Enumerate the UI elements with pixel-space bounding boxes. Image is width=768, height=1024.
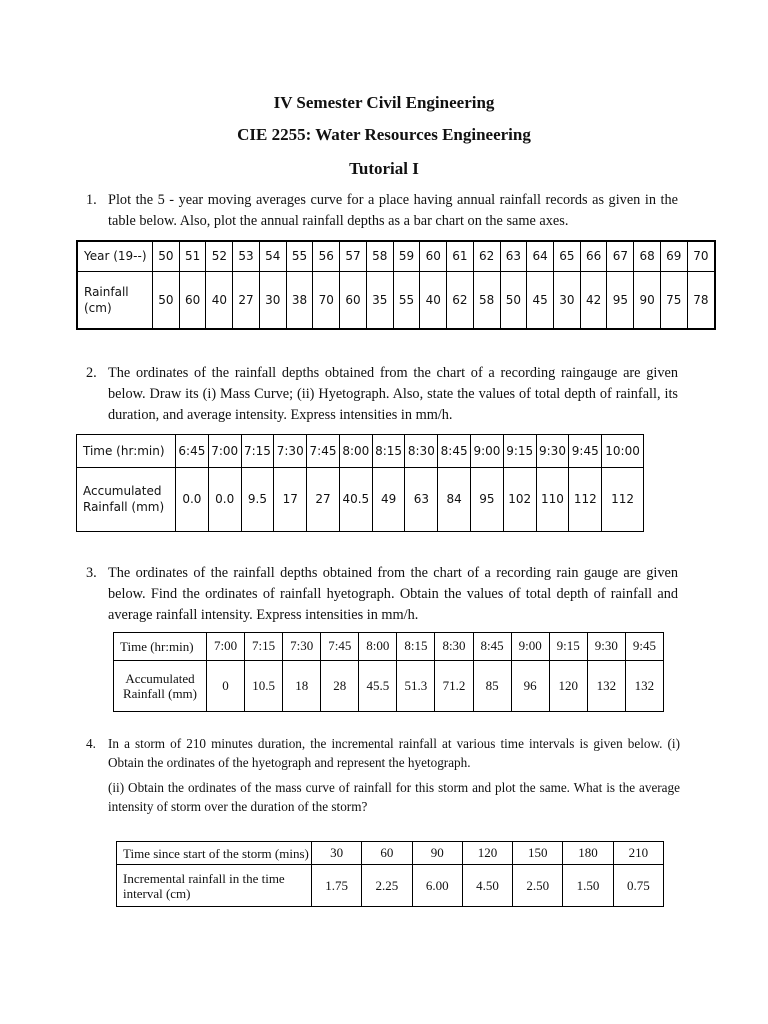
table-3-cell: 8:45 [473,633,511,661]
table-1-cell: 55 [286,241,313,271]
table-3-label-rainfall: Accumulated Rainfall (mm) [114,660,207,711]
table-4-cell: 150 [513,842,563,865]
question-2-text: The ordinates of the rainfall depths obtained from the chart of a recording raingauge are given below. Draw its (i) Mass Curve; (ii) Hyetograph. Also, state the values of total depth of rainfall, its duration, and average intensity. Express intensities in mm/h. [108,365,678,423]
table-4-label-time: Time since start of the storm (mins) [117,842,312,865]
table-1-cell: 55 [393,271,420,329]
table-2-cell: 112 [602,467,644,531]
table-2-cell: 102 [503,467,536,531]
table-1-cell: 54 [259,241,286,271]
table-1-cell: 70 [687,241,715,271]
table-3-cell: 96 [511,660,549,711]
table-3-cell: 85 [473,660,511,711]
table-3-row-rainfall [114,660,664,711]
table-4-label-rainfall: Incremental rainfall in the time interval (cm) [117,865,312,907]
table-3-cell: 132 [587,660,625,711]
question-3 [86,563,678,626]
table-2-cell: 17 [274,467,307,531]
table-1-cell: 62 [473,241,500,271]
table-1-cell: 30 [554,271,581,329]
question-4-text: In a storm of 210 minutes duration, the incremental rainfall at various time intervals is given below. (i) Obtain the ordinates of the hyetograph and represent the hyetograph. [108,736,680,770]
table-1-cell: 62 [447,271,474,329]
table-1-cell: 40 [206,271,233,329]
table-2-cell: 63 [405,467,438,531]
table-4-cell: 180 [563,842,613,865]
question-4-number: 4. [86,736,96,751]
table-3-cell: 8:15 [397,633,435,661]
table-2-cell: 84 [438,467,471,531]
table-1-cell: 53 [233,241,260,271]
table-1-cell: 61 [447,241,474,271]
table-3-cell: 51.3 [397,660,435,711]
table-2-cell: 9:30 [536,435,569,468]
table-4-storm-rainfall [116,841,664,907]
table-4-cell: 2.50 [513,865,563,907]
table-2-cell: 95 [471,467,504,531]
table-4-cell: 2.25 [362,865,412,907]
table-4-cell: 4.50 [462,865,512,907]
heading-semester: IV Semester Civil Engineering [273,93,495,112]
table-2-cell: 27 [307,467,340,531]
table-1-cell: 78 [687,271,715,329]
table-3-cell: 71.2 [435,660,473,711]
table-4-cell: 210 [613,842,663,865]
table-4-cell: 1.75 [312,865,362,907]
table-1-cell: 63 [500,241,527,271]
table-1-cell: 58 [366,241,393,271]
table-3-cell: 9:30 [587,633,625,661]
table-4-cell: 0.75 [613,865,663,907]
table-3-cell: 28 [321,660,359,711]
table-1-cell: 68 [634,241,661,271]
table-2-label-rainfall: Accumulated Rainfall (mm) [77,467,176,531]
table-3-cell: 0 [207,660,245,711]
table-3-cell: 7:15 [245,633,283,661]
table-2-label-time: Time (hr:min) [77,435,176,468]
table-2-cell: 6:45 [176,435,209,468]
table-4-cell: 6.00 [412,865,462,907]
question-1 [86,190,678,232]
question-2 [86,363,678,426]
table-1-cell: 27 [233,271,260,329]
question-4 [86,734,680,772]
table-2-row-time [77,435,644,468]
table-4-row-rainfall [117,865,664,907]
table-3-cell: 45.5 [359,660,397,711]
table-3-label-time: Time (hr:min) [114,633,207,661]
table-2-cell: 7:45 [307,435,340,468]
table-1-cell: 50 [153,271,180,329]
table-4-cell: 120 [462,842,512,865]
table-2-cell: 7:15 [241,435,274,468]
question-4-text-2: (ii) Obtain the ordinates of the mass curve of rainfall for this storm and plot the same. What is the average intensity of storm over the duration of the storm? [108,780,680,814]
table-2-cell: 40.5 [339,467,372,531]
table-3-time-rainfall [113,632,664,712]
table-4-row-time [117,842,664,865]
table-2-cell: 9.5 [241,467,274,531]
question-1-number: 1. [86,192,97,208]
table-2-cell: 9:45 [569,435,602,468]
table-1-cell: 40 [420,271,447,329]
table-1-cell: 95 [607,271,634,329]
table-1-cell: 66 [580,241,607,271]
table-2-cell: 8:30 [405,435,438,468]
table-1-row-rainfall [77,271,715,329]
table-3-cell: 8:30 [435,633,473,661]
table-3-cell: 8:00 [359,633,397,661]
table-1-cell: 59 [393,241,420,271]
question-3-number: 3. [86,565,97,581]
table-2-row-rainfall [77,467,644,531]
table-1-cell: 52 [206,241,233,271]
table-1-cell: 69 [660,241,687,271]
table-4-cell: 1.50 [563,865,613,907]
table-2-cell: 112 [569,467,602,531]
table-2-cell: 10:00 [602,435,644,468]
table-2-cell: 8:45 [438,435,471,468]
table-2-cell: 9:15 [503,435,536,468]
table-1-cell: 90 [634,271,661,329]
table-2-cell: 7:00 [208,435,241,468]
table-1-row-year [77,241,715,271]
table-1-cell: 45 [527,271,554,329]
table-1-cell: 42 [580,271,607,329]
table-1-cell: 60 [179,271,206,329]
table-3-cell: 132 [625,660,663,711]
table-1-year-rainfall [76,240,716,330]
table-1-cell: 57 [340,241,367,271]
table-2-cell: 49 [372,467,405,531]
table-2-cell: 8:15 [372,435,405,468]
heading-course: CIE 2255: Water Resources Engineering [237,125,531,144]
table-3-cell: 7:45 [321,633,359,661]
table-2-cell: 7:30 [274,435,307,468]
table-1-cell: 70 [313,271,340,329]
table-1-cell: 64 [527,241,554,271]
table-1-cell: 50 [153,241,180,271]
question-4-part-2 [108,778,680,816]
table-3-cell: 10.5 [245,660,283,711]
table-1-label-year: Year (19--) [77,241,153,271]
table-1-cell: 60 [420,241,447,271]
table-1-cell: 58 [473,271,500,329]
heading-tutorial: Tutorial I [349,159,419,178]
table-3-cell: 18 [283,660,321,711]
table-3-row-time [114,633,664,661]
table-1-label-rainfall: Rainfall (cm) [77,271,153,329]
table-3-cell: 7:30 [283,633,321,661]
table-2-cell: 0.0 [208,467,241,531]
table-1-cell: 35 [366,271,393,329]
table-1-cell: 56 [313,241,340,271]
table-3-cell: 120 [549,660,587,711]
table-3-cell: 9:45 [625,633,663,661]
table-2-cell: 8:00 [339,435,372,468]
table-3-cell: 9:15 [549,633,587,661]
table-1-cell: 38 [286,271,313,329]
question-2-number: 2. [86,365,97,381]
table-1-cell: 50 [500,271,527,329]
table-1-cell: 67 [607,241,634,271]
table-1-cell: 30 [259,271,286,329]
table-2-cell: 0.0 [176,467,209,531]
table-1-cell: 51 [179,241,206,271]
table-4-cell: 60 [362,842,412,865]
table-2-time-rainfall [76,434,644,532]
table-4-cell: 90 [412,842,462,865]
table-3-cell: 7:00 [207,633,245,661]
table-4-cell: 30 [312,842,362,865]
question-3-text: The ordinates of the rainfall depths obtained from the chart of a recording rain gauge are given below. Find the ordinates of rainfall hyetograph. Obtain the values of total depth of rainfall and average rainfall intensity. Express intensities in mm/h. [108,565,678,623]
table-3-cell: 9:00 [511,633,549,661]
table-1-cell: 75 [660,271,687,329]
table-1-cell: 65 [554,241,581,271]
table-1-cell: 60 [340,271,367,329]
question-1-text: Plot the 5 - year moving averages curve for a place having annual rainfall records as given in the table below. Also, plot the annual rainfall depths as a bar chart on the same axes. [108,192,678,229]
table-2-cell: 9:00 [471,435,504,468]
table-2-cell: 110 [536,467,569,531]
